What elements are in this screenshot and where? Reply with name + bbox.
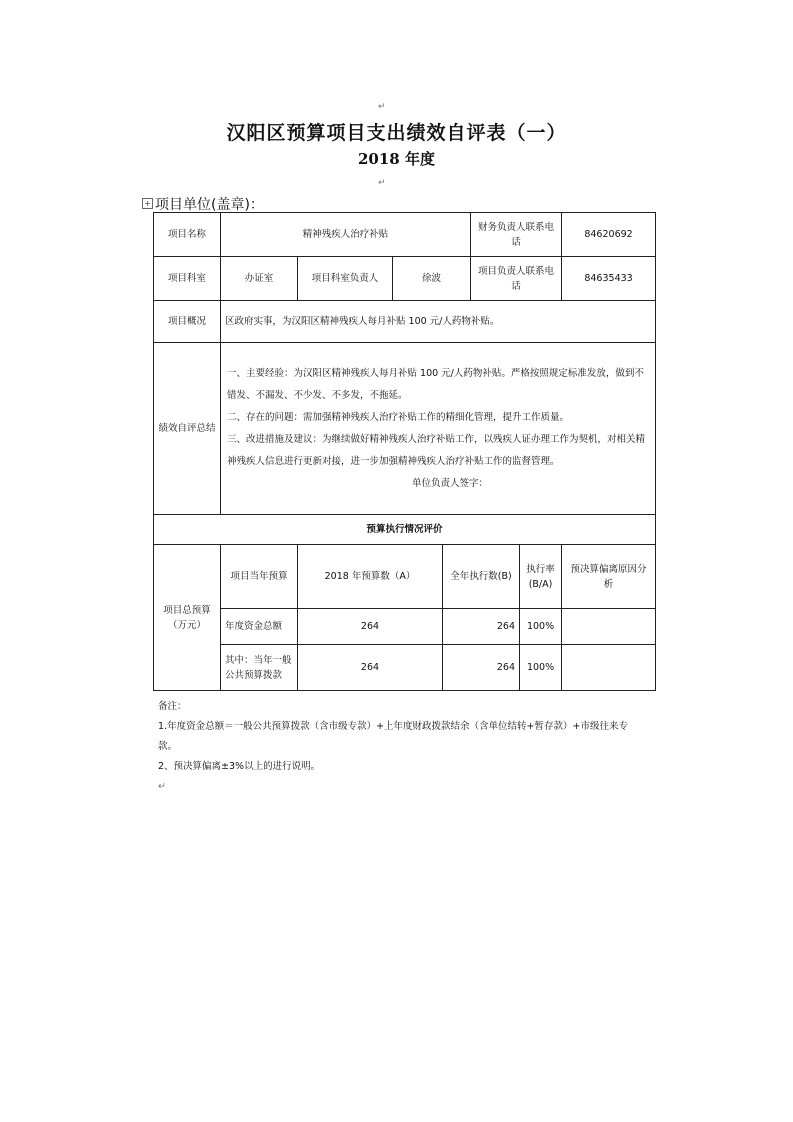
page-title: 汉阳区预算项目支出绩效自评表（一） (226, 122, 567, 144)
header-item: 项目当年预算 (221, 545, 298, 609)
table-move-icon[interactable]: + (142, 198, 153, 209)
overview-label: 项目概况 (154, 301, 221, 343)
summary-line-2: 二、存在的问题：需加强精神残疾人治疗补贴工作的精细化管理，提升工作质量。 (227, 411, 570, 423)
header-budget-a: 2018 年预算数（A） (298, 545, 443, 609)
notes-title: 备注： (158, 701, 187, 712)
finance-contact-phone: 84620692 (562, 213, 656, 257)
row-reason (562, 609, 656, 645)
summary-label: 绩效自评总结 (154, 343, 221, 515)
header-exec-b: 全年执行数(B) (443, 545, 520, 609)
row-exec-b: 264 (443, 645, 520, 691)
note-1: 1.年度资金总额＝一般公共预算拨款（含市级专款）+上年度财政拨款结余（含单位结转+暂存款）+市级往来专款。 (158, 721, 628, 752)
overview-value: 区政府实事，为汉阳区精神残疾人每月补贴 100 元/人药物补贴。 (221, 301, 656, 343)
dept-head-label: 项目科室负责人 (298, 257, 393, 301)
unit-label: 项目单位(盖章)： (155, 197, 264, 213)
row-rate: 100% (520, 609, 562, 645)
header-deviation: 预决算偏离原因分析 (562, 545, 656, 609)
project-head-label: 项目负责人联系电话 (471, 257, 562, 301)
project-name-value: 精神残疾人治疗补贴 (221, 213, 471, 257)
budget-section-title: 预算执行情况评价 (154, 515, 656, 545)
paragraph-mark: ↵ (378, 178, 386, 188)
notes (158, 697, 628, 797)
header-rate: 执行率(B/A) (520, 545, 562, 609)
row-reason (562, 645, 656, 691)
note-2: 2、预决算偏离±3%以上的进行说明。 (158, 761, 321, 772)
summary-line-1: 一、主要经验：为汉阳区精神残疾人每月补贴 100 元/人药物补贴。严格按照规定标准发放，做到不错发、不漏发、不少发、不多发，不拖延。 (227, 367, 644, 401)
summary-line-3: 三、改进措施及建议：为继续做好精神残疾人治疗补贴工作，以残疾人证办理工作为契机，对相关精神残疾人信息进行更新对接，进一步加强精神残疾人治疗补贴工作的监督管理。 (227, 433, 646, 467)
dept-label: 项目科室 (154, 257, 221, 301)
row-exec-b: 264 (443, 609, 520, 645)
paragraph-mark: ↵ (158, 781, 166, 792)
paragraph-mark: ↵ (378, 102, 386, 112)
project-name-label: 项目名称 (154, 213, 221, 257)
summary-content (221, 343, 656, 515)
row-budget-a: 264 (298, 609, 443, 645)
page-year: 2018 年度 (358, 150, 435, 168)
dept-head-value: 徐波 (393, 257, 471, 301)
performance-table (153, 212, 656, 691)
row-budget-a: 264 (298, 645, 443, 691)
row-item: 其中：当年一般公共预算拨款 (221, 645, 298, 691)
total-budget-label: 项目总预算（万元） (154, 545, 221, 691)
project-head-phone: 84635433 (562, 257, 656, 301)
dept-value: 办证室 (221, 257, 298, 301)
row-rate: 100% (520, 645, 562, 691)
finance-contact-label: 财务负责人联系电话 (471, 213, 562, 257)
signature-label: 单位负责人签字： (412, 477, 489, 489)
row-item: 年度资金总额 (221, 609, 298, 645)
